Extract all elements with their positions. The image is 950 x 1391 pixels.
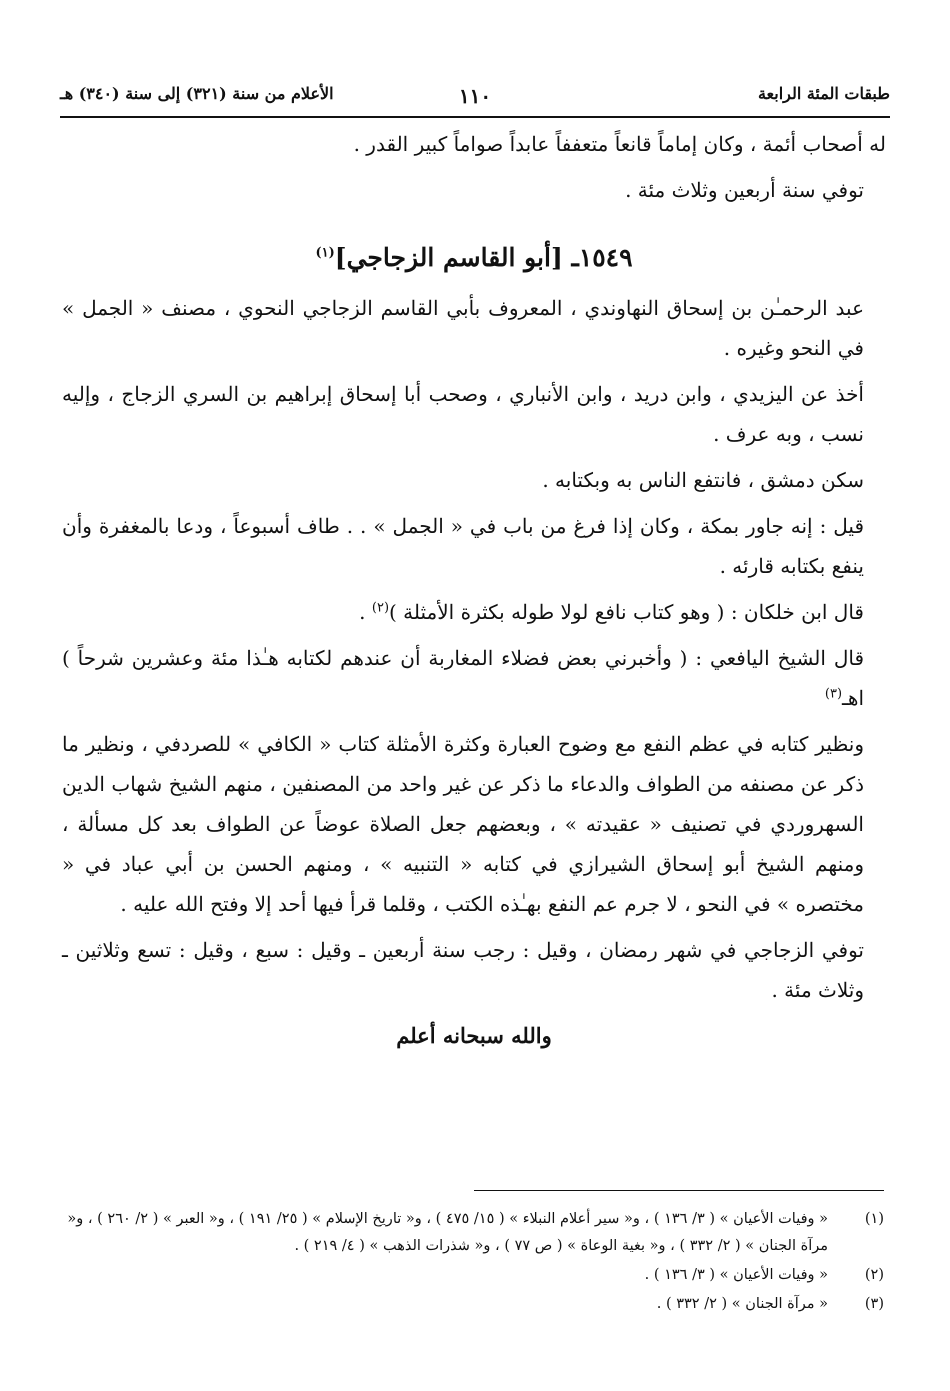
- header-book-section: طبقات المئة الرابعة: [757, 84, 890, 103]
- header-rule: [60, 116, 890, 118]
- footnote-rule: [474, 1190, 884, 1191]
- paragraph: قيل : إنه جاور بمكة ، وكان إذا فرغ من باب في « الجمل » . . طاف أسبوعاً ، ودعا بالمغفرة وأن ينفع بكتابه قارئه .: [62, 514, 864, 578]
- footnote-number: (١): [864, 1211, 884, 1227]
- footnote-text: « وفيات الأعيان » ( ٣/ ١٣٦ ) ، و« سير أعلام النبلاء » ( ١٥/ ٤٧٥ ) ، و« تاريخ الإسلام » ( ٢٥/ ١٩١ ) ، و« العبر » ( ٢/ ٢٦٠ ) ، و« مرآة الجنان » ( ٢/ ٣٣٢ ) ، و« بغية الوعاة » ( ص ٧٧ ) ، و« شذرات الذهب » ( ٤/ ٢١٩ ) .: [67, 1211, 828, 1254]
- paragraph: [62, 592, 886, 632]
- paragraph: سكن دمشق ، فانتفع الناس به وبكتابه .: [542, 468, 864, 492]
- main-text: [62, 124, 886, 1056]
- running-header: [60, 84, 890, 114]
- paragraph: عبد الرحمـٰن بن إسحاق النهاوندي ، المعروف بأبي القاسم الزجاجي النحوي ، مصنف « الجمل » في النحو وغيره .: [62, 296, 864, 360]
- quote-text: قال الشيخ اليافعي : ( وأخبرني بعض فضلاء المغاربة أن عندهم لكتابه هـٰذا مئة وعشرين شرحاً ) اهـ: [62, 646, 864, 710]
- entry-title: ١٥٤٩ـ [أبو القاسم الزجاجي]: [334, 243, 633, 272]
- entry-heading: [62, 232, 886, 284]
- paragraph: توفي الزجاجي في شهر رمضان ، وقيل : رجب سنة أربعين ـ وقيل : سبع ، وقيل : تسع وثلاثين ـ وثلاث مئة .: [62, 938, 864, 1002]
- footnote-marker: (٢): [371, 600, 390, 616]
- footnote-marker: (٣): [824, 686, 843, 702]
- paragraph: توفي سنة أربعين وثلاث مئة .: [625, 178, 864, 202]
- paragraph: أخذ عن اليزيدي ، وابن دريد ، وابن الأنباري ، وصحب أبا إسحاق إبراهيم بن السري الزجاج ، وإليه نسب ، وبه عرف .: [62, 382, 864, 446]
- paragraph: له أصحاب أئمة ، وكان إماماً قانعاً متعففاً عابداً صواماً كبير القدر .: [353, 132, 886, 156]
- footnotes: [62, 1206, 884, 1320]
- footnote-number: (٢): [864, 1267, 884, 1283]
- quote-text: قال ابن خلكان : ( وهو كتاب نافع لولا طوله بكثرة الأمثلة ): [389, 600, 864, 624]
- footnote-marker: (١): [315, 245, 335, 261]
- paragraph: ونظير كتابه في عظم النفع مع وضوح العبارة وكثرة الأمثلة كتاب « الكافي » للصردفي ، ونظير ما ذكر عن مصنفه من الطواف والدعاء ما ذكر عن غير واحد من المصنفين ، منهم الشيخ شهاب الدين السهروردي في تصنيف « عقيدته » ، وبعضهم جعل الصلاة عوضاً عن الطواف بعد كل مسألة ، ومنهم الشيخ أبو إسحاق الشيرازي في كتابه « التنبيه » ، ومنهم الحسن بن أبي عباد في « مختصره » في النحو ، لا جرم عم النفع بهـٰذه الكتب ، وقلما قرأ فيها أحد إلا وفتح الله عليه .: [62, 732, 864, 916]
- quote-end: .: [359, 600, 372, 624]
- footnote-text: « وفيات الأعيان » ( ٣/ ١٣٦ ) .: [644, 1267, 828, 1283]
- closing-phrase: والله سبحانه أعلم: [396, 1023, 552, 1048]
- footnote: [62, 1262, 884, 1289]
- footnote-number: (٣): [864, 1296, 884, 1312]
- footnote-text: « مرآة الجنان » ( ٢/ ٣٣٢ ) .: [656, 1296, 828, 1312]
- footnote: [62, 1206, 884, 1260]
- footnote: [62, 1291, 884, 1318]
- header-year-range: الأعلام من سنة (٣٢١) إلى سنة (٣٤٠) هـ: [60, 84, 334, 103]
- page-number: ١١٠: [458, 84, 492, 108]
- paragraph: [62, 638, 886, 718]
